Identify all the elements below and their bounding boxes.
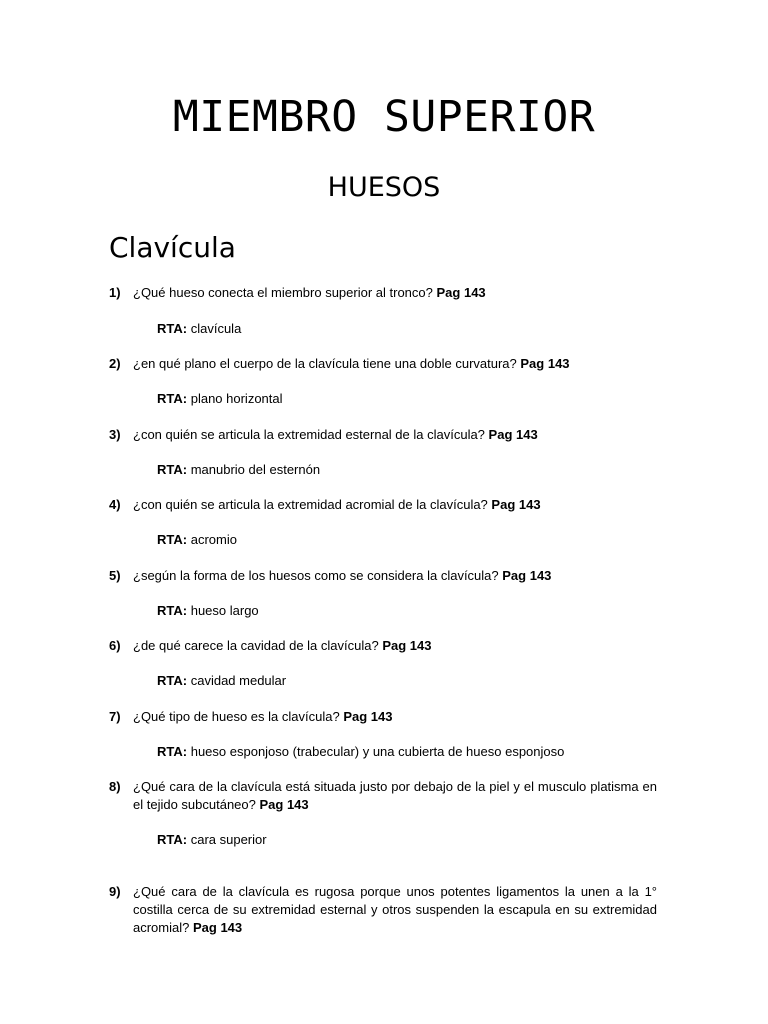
question-item	[109, 426, 657, 444]
question-number: 3)	[109, 427, 121, 442]
question-item	[109, 637, 657, 655]
answer-label: RTA:	[157, 603, 188, 618]
question-item	[109, 883, 657, 937]
answer-label: RTA:	[157, 462, 188, 477]
answer-item	[157, 602, 259, 620]
question-number: 6)	[109, 638, 121, 653]
question-text: ¿Qué tipo de hueso es la clavícula?	[133, 709, 340, 724]
page-title: MIEMBRO SUPERIOR	[172, 92, 596, 142]
answer-text: hueso esponjoso (trabecular) y una cubierta de hueso esponjoso	[190, 744, 565, 759]
section-heading: Clavícula	[109, 231, 236, 264]
page-reference: Pag 143	[488, 427, 538, 442]
answer-item	[157, 672, 286, 690]
question-item	[109, 284, 657, 302]
answer-text: cavidad medular	[190, 673, 287, 688]
answer-text: cara superior	[190, 832, 267, 847]
question-text: ¿según la forma de los huesos como se considera la clavícula?	[133, 568, 499, 583]
answer-item	[157, 831, 267, 849]
page-reference: Pag 143	[192, 920, 243, 935]
question-item	[109, 778, 657, 814]
question-item	[109, 496, 657, 514]
question-text: ¿en qué plano el cuerpo de la clavícula tiene una doble curvatura?	[133, 356, 517, 371]
answer-text: clavícula	[190, 321, 242, 336]
answer-label: RTA:	[157, 744, 188, 759]
page-reference: Pag 143	[502, 568, 552, 583]
page-reference: Pag 143	[491, 497, 541, 512]
page-reference: Pag 143	[520, 356, 570, 371]
answer-label: RTA:	[157, 391, 188, 406]
question-text: ¿Qué cara de la clavícula está situada justo por debajo de la piel y el musculo platisma en el tejido subcutáneo?	[133, 779, 657, 812]
answer-item	[157, 461, 320, 479]
answer-text: acromio	[190, 532, 237, 547]
answer-text: manubrio del esternón	[190, 462, 321, 477]
page-subtitle: HUESOS	[327, 172, 441, 203]
answer-item	[157, 743, 564, 761]
answer-label: RTA:	[157, 532, 188, 547]
answer-item	[157, 320, 241, 338]
question-number: 8)	[109, 779, 121, 794]
page-reference: Pag 143	[259, 797, 309, 812]
question-item	[109, 355, 657, 373]
question-text: ¿con quién se articula la extremidad acromial de la clavícula?	[133, 497, 488, 512]
question-number: 5)	[109, 568, 121, 583]
question-number: 1)	[109, 285, 121, 300]
answer-label: RTA:	[157, 832, 188, 847]
answer-label: RTA:	[157, 321, 188, 336]
question-number: 4)	[109, 497, 121, 512]
question-number: 2)	[109, 356, 121, 371]
answer-item	[157, 531, 237, 549]
question-item	[109, 567, 657, 585]
question-number: 9)	[109, 884, 121, 899]
question-text: ¿con quién se articula la extremidad esternal de la clavícula?	[133, 427, 485, 442]
question-item	[109, 708, 657, 726]
question-text: ¿de qué carece la cavidad de la clavícula?	[133, 638, 379, 653]
answer-item	[157, 390, 283, 408]
answer-text: plano horizontal	[190, 391, 283, 406]
page-reference: Pag 143	[382, 638, 432, 653]
page-reference: Pag 143	[343, 709, 393, 724]
answer-label: RTA:	[157, 673, 188, 688]
question-text: ¿Qué cara de la clavícula es rugosa porque unos potentes ligamentos la unen a la 1° costilla cerca de su extremidad esternal y otros suspenden la escapula en su extremidad acromial?	[133, 884, 657, 935]
question-number: 7)	[109, 709, 121, 724]
question-text: ¿Qué hueso conecta el miembro superior al tronco?	[133, 285, 433, 300]
page-reference: Pag 143	[436, 285, 486, 300]
answer-text: hueso largo	[190, 603, 259, 618]
